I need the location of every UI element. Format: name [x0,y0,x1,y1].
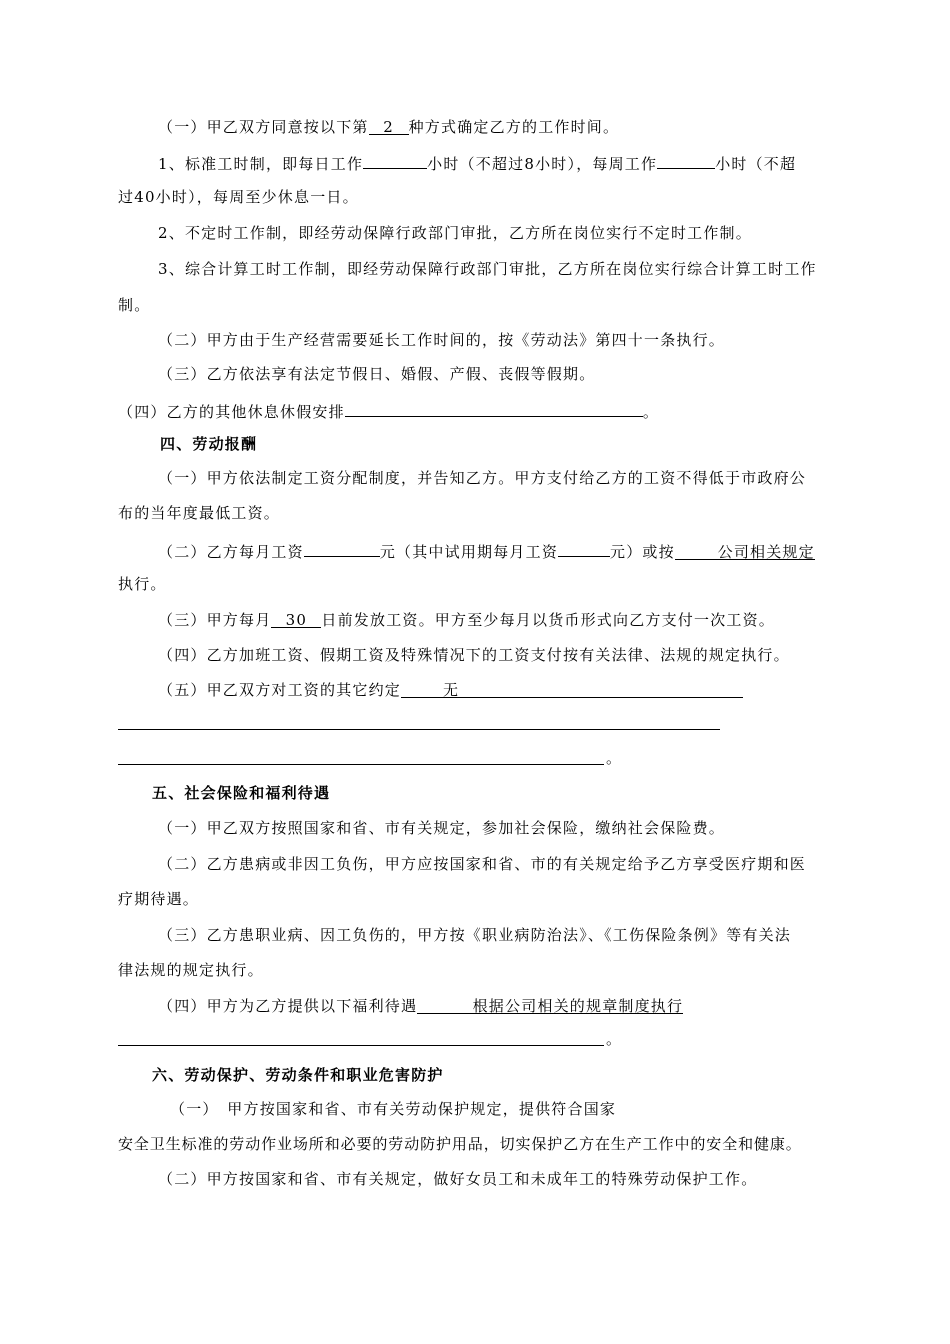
comprehensive-hours-clause-cont: 制。 [118,296,151,314]
payday-field[interactable]: 30 [271,610,321,628]
special-wage-clause: （四）乙方加班工资、假期工资及特殊情况下的工资支付按有关法律、法规的规定执行。 [158,646,790,664]
probation-wage-field[interactable] [558,539,610,557]
social-insurance-clause: （一）甲乙双方按照国家和省、市有关规定，参加社会保险，缴纳社会保险费。 [158,819,726,837]
sick-leave-clause: （二）乙方患病或非因工负伤，甲方应按国家和省、市的有关规定给予乙方享受医疗期和医 [158,855,807,873]
clause-text: （二）乙方每月工资 [158,543,304,561]
monthly-wage-line-cont: 执行。 [118,575,167,593]
mode-number-field[interactable]: 2 [369,117,409,135]
overtime-clause: （二）甲方由于生产经营需要延长工作时间的，按《劳动法》第四十一条执行。 [158,331,726,349]
occupational-injury-clause: （三）乙方患职业病、因工负伤的，甲方按《职业病防治法》、《工伤保险条例》等有关法 [158,926,792,944]
section-heading-insurance: 五、社会保险和福利待遇 [152,784,331,802]
section-heading-protection: 六、劳动保护、劳动条件和职业危害防护 [152,1066,444,1084]
clause-text: 元）或按 [610,543,675,561]
field-value: 无 [443,681,460,699]
other-wage-agreement-line [158,680,743,700]
period: 。 [642,403,660,421]
clause-text: （三）甲方每月 [158,611,272,629]
holiday-clause: （三）乙方依法享有法定节假日、婚假、产假、丧假等假期。 [158,365,596,383]
occupational-injury-clause-cont: 律法规的规定执行。 [118,961,264,979]
wage-system-clause: （一）甲方依法制定工资分配制度，并告知乙方。甲方支付给乙方的工资不得低于市政府公 [158,469,807,487]
payday-line [158,610,775,630]
wage-system-clause-cont: 布的当年度最低工资。 [118,504,281,522]
clause-text: 小时（不超 [715,155,797,173]
wage-rule-field[interactable]: 公司相关规定 [675,542,815,560]
weekly-hours-field[interactable] [657,151,715,169]
welfare-field[interactable]: 根据公司相关的规章制度执行 [417,996,683,1014]
comprehensive-hours-clause: 3、综合计算工时工作制，即经劳动保障行政部门审批，乙方所在岗位实行综合计算工时工作 [158,260,817,278]
standard-hours-line-cont: 过40小时），每周至少休息一日。 [118,188,359,206]
work-time-mode-line [158,117,619,137]
period: 。 [606,1030,623,1048]
other-leave-field[interactable] [345,399,643,417]
clause-text: 元（其中试用期每月工资 [379,543,559,561]
welfare-line [158,996,683,1016]
clause-text: （一）甲乙双方同意按以下第 [158,118,369,136]
blank-line[interactable] [118,764,604,765]
monthly-wage-field[interactable] [304,539,380,557]
monthly-wage-line [158,539,815,562]
clause-text: 日前发放工资。甲方至少每月以货币形式向乙方支付一次工资。 [321,611,776,629]
labor-protection-clause: （一） 甲方按国家和省、市有关劳动保护规定，提供符合国家 [170,1100,617,1118]
clause-text: （五）甲乙双方对工资的其它约定 [158,681,402,699]
clause-text: 1、标准工时制，即每日工作 [158,155,364,173]
flexible-hours-clause: 2、不定时工作制，即经劳动保障行政部门审批，乙方所在岗位实行不定时工作制。 [158,224,752,242]
special-protection-clause: （二）甲方按国家和省、市有关规定，做好女员工和未成年工的特殊劳动保护工作。 [158,1170,758,1188]
section-heading-remuneration: 四、劳动报酬 [160,435,258,453]
labor-protection-clause-cont: 安全卫生标准的劳动作业场所和必要的劳动防护用品，切实保护乙方在生产工作中的安全和健康。 [118,1135,802,1153]
clause-text: 小时（不超过8小时），每周工作 [427,155,658,173]
blank-line[interactable] [118,729,720,730]
other-wage-agreement-field[interactable] [401,680,743,698]
daily-hours-field[interactable] [363,151,427,169]
clause-text: （四）乙方的其他休息休假安排 [118,403,345,421]
clause-text: 种方式确定乙方的工作时间。 [408,118,620,136]
standard-hours-line [158,151,796,174]
period: 。 [606,749,623,767]
sick-leave-clause-cont: 疗期待遇。 [118,890,200,908]
blank-line[interactable] [118,1045,604,1046]
clause-text: （四）甲方为乙方提供以下福利待遇 [158,997,418,1015]
other-leave-line [118,399,659,422]
